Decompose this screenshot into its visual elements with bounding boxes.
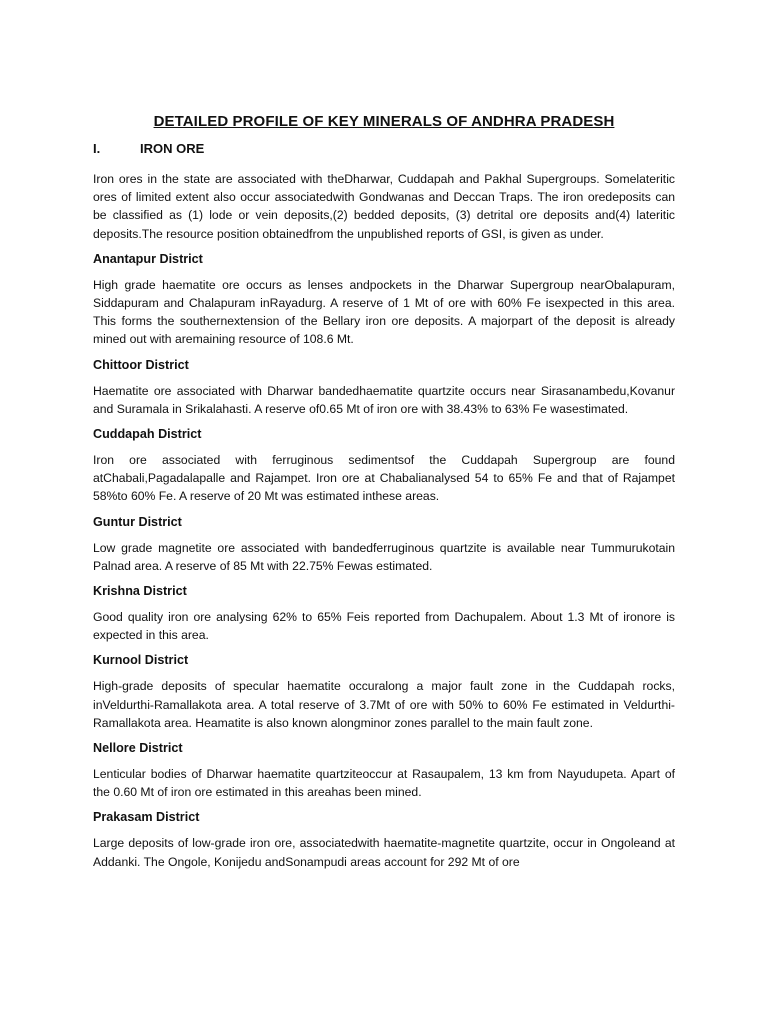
district-paragraph-nellore: Lenticular bodies of Dharwar haematite quartziteoccur at Rasaupalem, 13 km from Nayudupeta. Apart of the 0.60 Mt of iron ore estimated in this areahas been mined. <box>93 767 675 800</box>
district-heading-anantapur: Anantapur District <box>93 251 203 266</box>
district-heading-chittoor: Chittoor District <box>93 357 189 372</box>
district-heading-prakasam: Prakasam District <box>93 810 200 825</box>
district-heading-guntur: Guntur District <box>93 514 182 529</box>
document-page <box>93 113 675 879</box>
intro-paragraph: Iron ores in the state are associated with theDharwar, Cuddapah and Pakhal Supergroups. Somelateritic ores of limited extent also occur associatedwith Gondwanas and Deccan Traps. The iron oredeposits can be classified as (1) lode or vein deposits,(2) bedded deposits, (3) detrital ore deposits and(4) lateritic deposits.The resource position obtainedfrom the unpublished reports of GSI, is given as under. <box>93 172 675 241</box>
district-paragraph-chittoor: Haematite ore associated with Dharwar bandedhaematite quartzite occurs near Sirasanambedu,Kovanur and Suramala in Srikalahasti. A reserve of0.65 Mt of iron ore with 38.43% to 63% Fe wasestimated. <box>93 383 675 416</box>
district-paragraph-prakasam: Large deposits of low-grade iron ore, associatedwith haematite-magnetite quartzite, occur in Ongoleand at Addanki. The Ongole, Konijedu andSonampudi areas account for 292 Mt of ore <box>93 836 675 869</box>
district-heading-nellore: Nellore District <box>93 741 183 756</box>
district-heading-cuddapah: Cuddapah District <box>93 427 202 442</box>
document-title: DETAILED PROFILE OF KEY MINERALS OF ANDHRA PRADESH <box>153 113 615 130</box>
district-paragraph-kurnool: High-grade deposits of specular haematite occuralong a major fault zone in the Cuddapah rocks, inVeldurthi-Ramallakota area. A total reserve of 3.7Mt of ore with 50% to 60% Fe estimated in Veldurthi-Ramallakota area. Heamatite is also known alongminor zones parallel to the main fault zone. <box>93 679 675 730</box>
district-paragraph-cuddapah: Iron ore associated with ferruginous sedimentsof the Cuddapah Supergroup are found atChabali,Pagadalapalle and Rajampet. Iron ore at Chabalianalysed 54 to 65% Fe and that of Rajampet 58%to 60% Fe. A reserve of 20 Mt was estimated inthese areas. <box>93 453 675 504</box>
district-paragraph-guntur: Low grade magnetite ore associated with bandedferruginous quartzite is available near Tummurukotain Palnad area. A reserve of 85 Mt with 22.75% Fewas estimated. <box>93 540 675 573</box>
district-heading-krishna: Krishna District <box>93 584 187 599</box>
district-heading-kurnool: Kurnool District <box>93 653 189 668</box>
section-title: IRON ORE <box>140 141 205 156</box>
district-paragraph-anantapur: High grade haematite ore occurs as lenses andpockets in the Dharwar Supergroup nearObalapuram, Siddapuram and Chalapuram inRayadurg. A reserve of 1 Mt of ore with 60% Fe isexpected in this area. This forms the southernextension of the Bellary iron ore deposits. A majorpart of the deposit is already mined out with aremaining resource of 108.6 Mt. <box>93 277 675 347</box>
section-heading <box>93 141 675 156</box>
district-paragraph-krishna: Good quality iron ore analysing 62% to 65% Feis reported from Dachupalem. About 1.3 Mt of ironore is expected in this area. <box>93 610 675 643</box>
section-number: I. <box>93 141 101 156</box>
